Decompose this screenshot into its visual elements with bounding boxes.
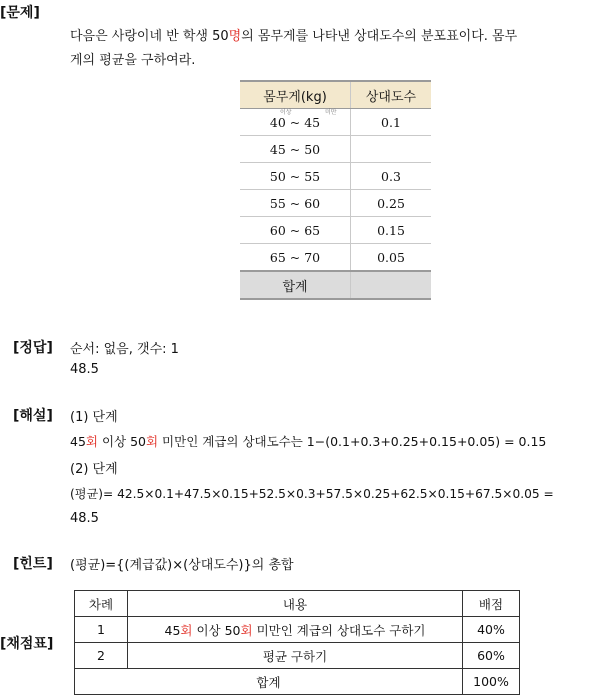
- value-cell: 0.1: [351, 109, 432, 136]
- problem-text-red: 명: [228, 29, 242, 44]
- table-row: [240, 217, 431, 244]
- content-red2: 회: [240, 622, 253, 638]
- content-red1: 회: [180, 622, 193, 638]
- range-cell: 65 ~ 70: [240, 244, 351, 272]
- value-cell: 0.15: [351, 217, 432, 244]
- value-cell: 0.25: [351, 190, 432, 217]
- solution-line-a: [70, 432, 546, 450]
- answer-label: [정답]: [13, 340, 53, 356]
- grading-total-points: 100%: [463, 669, 520, 695]
- content-b: 이상 50: [192, 622, 241, 638]
- total-value: [351, 271, 432, 299]
- range-cell: 50 ~ 55: [240, 163, 351, 190]
- grading-header-row: [75, 591, 520, 617]
- problem-text-b: 의 몸무게를 나타낸 상대도수의 분포표이다. 몸무: [241, 29, 518, 44]
- hint-text: (평균)={(계급값)×(상대도수)}의 총합: [70, 558, 294, 573]
- solution-a-red2: 회: [146, 434, 159, 449]
- range-cell: 45 ~ 50: [240, 136, 351, 163]
- answer-line1: 순서: 없음, 갯수: 1: [70, 342, 179, 357]
- solution-line-c: 48.5: [70, 511, 99, 526]
- order-header: 차례: [75, 591, 128, 617]
- solution-label: [해설]: [13, 408, 53, 424]
- problem-text-line2: 게의 평균을 구하여라.: [70, 53, 196, 68]
- range-cell-start: 40 ~ 45: [269, 114, 321, 130]
- range-cell: 55 ~ 60: [240, 190, 351, 217]
- points-cell: 40%: [463, 617, 520, 643]
- value-cell: 0.3: [351, 163, 432, 190]
- solution-a2: 이상 50: [97, 434, 146, 449]
- table-row: [240, 136, 431, 163]
- content-cell: 평균 구하기: [128, 643, 463, 669]
- grading-total-label: 합계: [75, 669, 463, 695]
- solution-a1: 45: [70, 434, 86, 449]
- weight-header: 몸무게(kg): [240, 81, 351, 109]
- content-cell: [128, 617, 463, 643]
- content-header: 내용: [128, 591, 463, 617]
- table-row: [240, 190, 431, 217]
- sup-left: 이상: [280, 109, 292, 116]
- grading-label: [채점표]: [0, 636, 54, 652]
- order-cell: 2: [75, 643, 128, 669]
- content-c: 미만인 계급의 상대도수 구하기: [252, 622, 426, 638]
- frequency-table-total: [240, 271, 431, 299]
- solution-a-red1: 회: [85, 434, 98, 449]
- total-label: 합계: [240, 271, 351, 299]
- problem-text-line1: [70, 25, 517, 44]
- sup-right: 미만: [325, 109, 337, 116]
- solution-line-b: (평균)= 42.5×0.1+47.5×0.15+52.5×0.3+57.5×0.25+62.5×0.15+67.5×0.05 =: [70, 487, 554, 501]
- solution-step2: (2) 단계: [70, 462, 118, 477]
- frequency-table-header: [240, 81, 431, 109]
- table-row: [240, 244, 431, 272]
- order-cell: 1: [75, 617, 128, 643]
- solution-a3: 미만인 계급의 상대도수는 1−(0.1+0.3+0.25+0.15+0.05) = 0.15: [158, 434, 547, 449]
- problem-text-a: 다음은 사랑이네 반 학생 50: [70, 29, 229, 44]
- problem-label: [문제]: [0, 5, 40, 21]
- grading-table: [74, 590, 520, 695]
- range-cell: 60 ~ 65: [240, 217, 351, 244]
- points-cell: 60%: [463, 643, 520, 669]
- table-row: [75, 617, 520, 643]
- grading-total-row: [75, 669, 520, 695]
- hint-label: [힌트]: [13, 556, 53, 572]
- table-row: [240, 163, 431, 190]
- value-cell: [351, 136, 432, 163]
- value-cell: 0.05: [351, 244, 432, 272]
- relative-frequency-header: 상대도수: [351, 81, 432, 109]
- solution-step1: (1) 단계: [70, 410, 118, 425]
- points-header: 배점: [463, 591, 520, 617]
- answer-line2: 48.5: [70, 362, 99, 377]
- content-a: 45: [164, 622, 181, 638]
- table-row: [75, 643, 520, 669]
